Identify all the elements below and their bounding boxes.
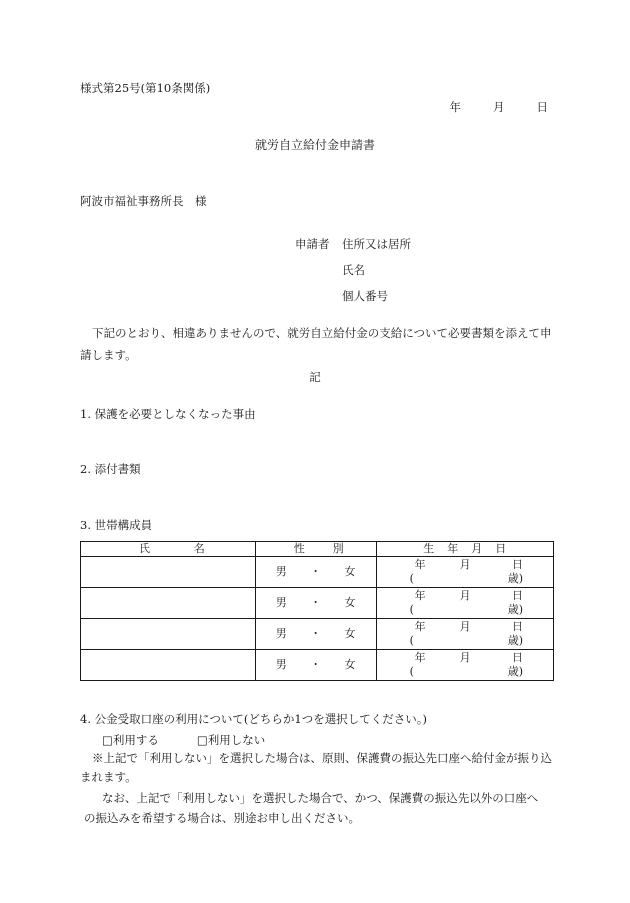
table-row bbox=[81, 619, 554, 650]
table-row bbox=[81, 557, 554, 588]
date-day: 日 bbox=[536, 100, 548, 114]
header-name: 氏 名 bbox=[81, 542, 256, 557]
birth-cell[interactable]: 年 月 日 ( 歳) bbox=[376, 619, 553, 650]
household-table bbox=[80, 541, 554, 681]
date-line bbox=[450, 100, 549, 115]
note-1: ※上記で「利用しない」を選択した場合は、原則、保護費の振込先口座へ給付金が振り込まれます。 bbox=[80, 751, 552, 784]
table-row bbox=[81, 650, 554, 681]
header-birth: 生 年 月 日 bbox=[376, 542, 553, 557]
sex-cell[interactable]: 男 ・ 女 bbox=[255, 557, 376, 588]
name-cell[interactable] bbox=[81, 650, 256, 681]
name-cell[interactable] bbox=[81, 588, 256, 619]
option-not-use-checkbox[interactable]: □利用しない bbox=[196, 733, 266, 747]
section-3-household: 3. 世帯構成員 bbox=[80, 518, 153, 532]
sex-cell[interactable]: 男 ・ 女 bbox=[255, 588, 376, 619]
note-2-line-2: の振込みを希望する場合は、別途お申し出ください。 bbox=[84, 811, 360, 825]
name-cell[interactable] bbox=[81, 557, 256, 588]
header-sex: 性 別 bbox=[255, 542, 376, 557]
table-header-row bbox=[81, 542, 554, 557]
field-personal-number: 個人番号 bbox=[342, 289, 388, 303]
applicant-label: 申請者 bbox=[295, 237, 330, 251]
birth-cell[interactable]: 年 月 日 ( 歳) bbox=[376, 588, 553, 619]
field-address: 住所又は居所 bbox=[342, 237, 411, 251]
sex-cell[interactable]: 男 ・ 女 bbox=[255, 650, 376, 681]
note-2-line-1: なお、上記で「利用しない」を選択した場合で、かつ、保護費の振込先以外の口座へ bbox=[102, 791, 539, 805]
date-year: 年 bbox=[449, 100, 461, 114]
note-2 bbox=[80, 788, 556, 828]
sex-cell[interactable]: 男 ・ 女 bbox=[255, 619, 376, 650]
date-month: 月 bbox=[493, 100, 505, 114]
addressee: 阿波市福祉事務所長 様 bbox=[80, 194, 207, 208]
ki-heading: 記 bbox=[309, 370, 321, 384]
body-text: 下記のとおり、相違ありませんので、就労自立給付金の支給について必要書類を添えて申請します。 bbox=[80, 326, 552, 362]
field-name: 氏名 bbox=[342, 263, 365, 277]
name-cell[interactable] bbox=[81, 619, 256, 650]
document-title: 就労自立給付金申請書 bbox=[254, 138, 375, 152]
birth-cell[interactable]: 年 月 日 ( 歳) bbox=[376, 650, 553, 681]
birth-cell[interactable]: 年 月 日 ( 歳) bbox=[376, 557, 553, 588]
section-2-attachments: 2. 添付書類 bbox=[80, 462, 141, 476]
section-4-account: 4. 公金受取口座の利用について(どちらか1つを選択してください。) bbox=[80, 712, 427, 726]
section-1-reason: 1. 保護を必要としなくなった事由 bbox=[80, 407, 256, 421]
table-row bbox=[81, 588, 554, 619]
option-use-checkbox[interactable]: □利用する bbox=[102, 733, 159, 747]
account-options bbox=[102, 733, 265, 748]
form-number: 様式第25号(第10条関係) bbox=[80, 81, 211, 95]
